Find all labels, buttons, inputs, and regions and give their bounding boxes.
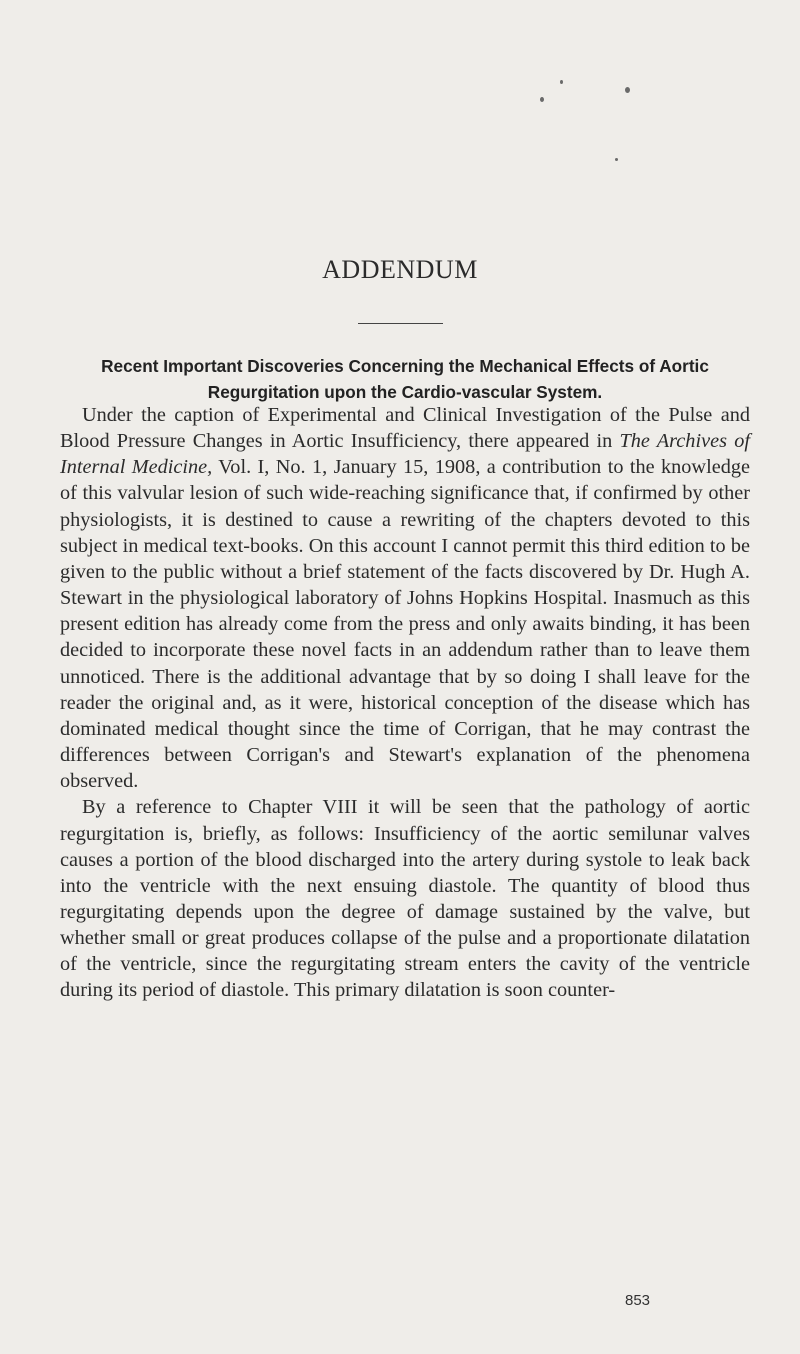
ink-speck: [540, 97, 544, 102]
body-text: [60, 402, 750, 1004]
page-title: ADDENDUM: [322, 255, 478, 284]
paragraph-1-after: Vol. I, No. 1, January 15, 1908, a contribution to the knowledge of this valvular lesion of such wide-reaching significance that, if confirmed by other physiologists, it is destined to cause a rewriting of the chapters devoted to this subject in medical text-books. On this account I cannot permit this third edition to be given to the public without a brief statement of the facts discovered by Dr. Hugh A. Stewart in the physiological laboratory of Johns Hopkins Hospital. Inasmuch as this present edition has already come from the press and only awaits binding, it has been decided to incorporate these novel facts in an addendum rather than to leave them unnoticed. There is the additional advantage that by so doing I shall leave for the reader the original and, as it were, historical conception of the disease which has dominated medical thought since the time of Corrigan, that he may contrast the differences between Corrigan's and Stewart's explanation of the phenomena observed.: [60, 456, 750, 793]
journal-title: The Archives of Internal Medicine,: [60, 430, 750, 479]
ink-speck: [615, 158, 618, 161]
paragraph-2: By a reference to Chapter VIII it will be seen that the pathology of aortic regurgitation is, briefly, as follows: Insufficiency of the aortic semilunar valves causes a portion of the blood discharged into the artery during systole to leak back into the ventricle with the next ensuing diastole. The quantity of blood thus regurgitating depends upon the degree of damage sustained by the valve, but whether small or great produces collapse of the pulse and a proportionate dilatation of the ventricle, since the regurgitating stream enters the cavity of the ventricle during its period of diastole. This primary dilatation is soon counter-: [60, 796, 750, 1002]
ink-speck: [625, 87, 630, 93]
section-subtitle: Recent Important Discoveries Concerning the Mechanical Effects of Aortic Regurgitation upon the Cardio-vascular System.: [101, 356, 709, 402]
ink-speck: [560, 80, 563, 84]
page-number: 853: [625, 1292, 651, 1309]
title-divider: [358, 323, 443, 324]
paragraph-1: [60, 402, 750, 794]
paragraph-1-before: Under the caption of Experimental and Clinical Investigation of the Pulse and Blood Pressure Changes in Aortic Insufficiency, there appeared in: [60, 404, 750, 453]
